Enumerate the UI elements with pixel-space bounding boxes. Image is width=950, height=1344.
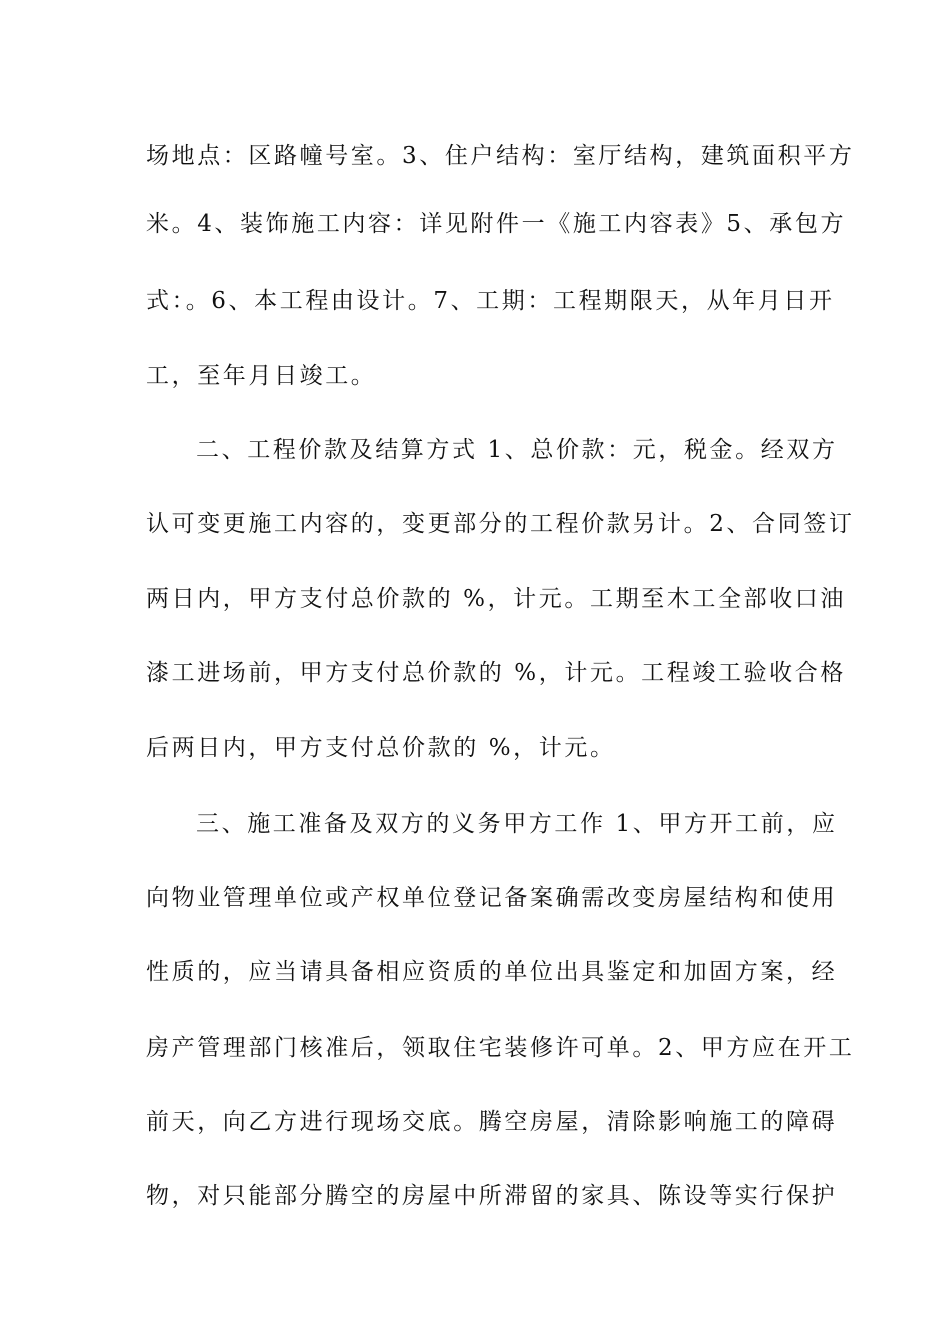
text-line: 两日内，甲方支付总价款的 %，计元。工期至木工全部收口油 bbox=[146, 586, 846, 612]
text-line: 米。4、装饰施工内容：详见附件一《施工内容表》5、承包方 bbox=[146, 211, 847, 237]
text-line: 房产管理部门核准后，领取住宅装修许可单。2、甲方应在开工 bbox=[146, 1035, 855, 1061]
text-line: 性质的，应当请具备相应资质的单位出具鉴定和加固方案，经 bbox=[146, 959, 838, 985]
section-heading-line: 三、施工准备及双方的义务甲方工作 1、甲方开工前，应 bbox=[196, 811, 838, 837]
text-line: 认可变更施工内容的，变更部分的工程价款另计。2、合同签订 bbox=[146, 511, 855, 537]
text-line: 漆工进场前，甲方支付总价款的 %，计元。工程竣工验收合格 bbox=[146, 660, 846, 686]
text-line: 后两日内，甲方支付总价款的 %，计元。 bbox=[146, 735, 616, 761]
text-line: 物，对只能部分腾空的房屋中所滞留的家具、陈设等实行保护 bbox=[146, 1183, 838, 1209]
section-heading-line: 二、工程价款及结算方式 1、总价款：元，税金。经双方 bbox=[196, 437, 838, 463]
text-line: 场地点：区路幢号室。3、住户结构：室厅结构，建筑面积平方 bbox=[146, 143, 855, 169]
text-line: 工，至年月日竣工。 bbox=[146, 363, 377, 389]
text-line: 向物业管理单位或产权单位登记备案确需改变房屋结构和使用 bbox=[146, 885, 838, 911]
text-line: 式：。6、本工程由设计。7、工期：工程期限天，从年月日开 bbox=[146, 288, 835, 314]
text-line: 前天，向乙方进行现场交底。腾空房屋，清除影响施工的障碍 bbox=[146, 1109, 838, 1135]
